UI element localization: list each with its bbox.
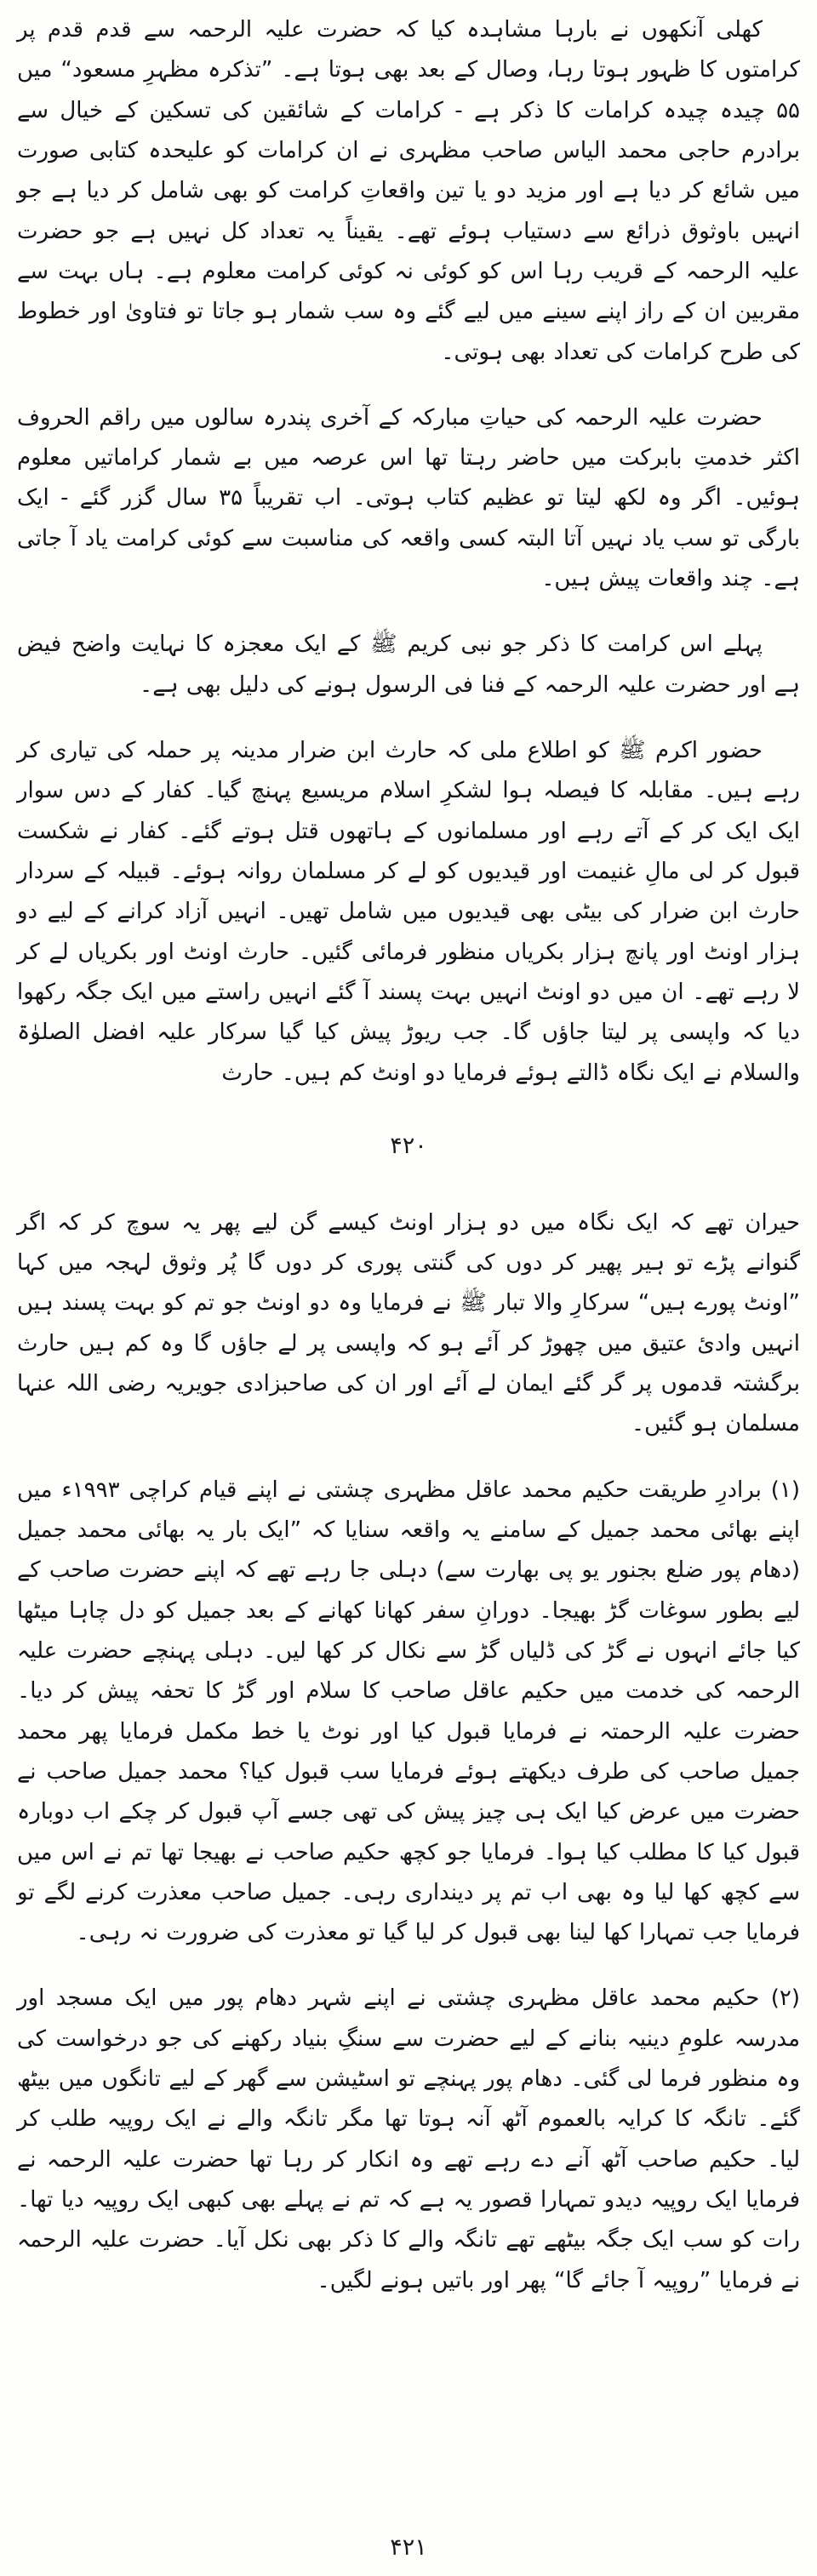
paragraph-item-1-hakim-aqil: (۱) برادرِ طریقت حکیم محمد عاقل مظہری چشتی نے اپنے قیام کراچی ۱۹۹۳ء میں اپنے بھائی محمد جمیل کے سامنے یہ واقعہ سنایا کہ ”ایک بار یہ بھائی محمد جمیل (دھام پور ضلع بجنور یو پی بھارت سے) دہلی جا رہے تھے کہ اپنے حضرت صاحب کے لیے بطور سوغات گڑ بھیجا۔ دورانِ سفر کھانا کھانے کے بعد جمیل کو دل چاہا میٹھا کیا جائے انہوں نے گڑ کی ڈلیاں گڑ سے نکال کر کھا لیں۔ دہلی پہنچے حضرت علیہ الرحمہ کی خدمت میں حکیم عاقل صاحب کا سلام اور گڑ کا تحفہ پیش کر دیا۔ حضرت علیہ الرحمتہ نے فرمایا قبول کیا اور نوٹ یا خط مکمل فرمایا پھر محمد جمیل صاحب کی طرف دیکھتے ہوئے فرمایا سب قبول کیا؟ محمد جمیل صاحب نے حضرت میں عرض کیا ایک ہی چیز پیش کی تھی جسے آپ قبول کر چکے اب دوبارہ قبول کیا کا مطلب کیا ہوا۔ فرمایا جو کچھ حکیم صاحب نے بھیجا تھا تم نے اس میں سے کچھ کھا لیا وہ بھی اب تم پر دینداری رہی۔ جمیل صاحب معذرت کرنے لگے تو فرمایا جب تمہارا کھا لینا بھی قبول کر لیا گیا تو معذرت کی ضرورت نہ رہی۔: [17, 1476, 800, 1946]
paragraph-item-2-dhampur: (۲) حکیم محمد عاقل مظہری چشتی نے اپنے شہر دھام پور میں ایک مسجد اور مدرسہ علومِ دینیہ بنانے کے لیے حضرت سے سنگِ بنیاد رکھنے کی جو درخواست کی وہ منظور فرما لی گئی۔ دھام پور پہنچے تو اسٹیشن سے گھر کے لیے تانگوں میں بیٹھ گئے۔ تانگہ کا کرایہ بالعموم آٹھ آنہ ہوتا تھا مگر تانگہ والے نے ایک روپیہ طلب کر لیا۔ حکیم صاحب آٹھ آنے دے رہے تھے وہ انکار کر رہا تھا حضرت علیہ الرحمہ نے فرمایا ایک روپیہ دیدو تمہارا قصور یہ ہے کہ تم نے پہلے بھی کبھی ایک روپیہ دیا تھا۔ رات کو سب ایک جگہ بیٹھے تھے تانگہ والے کا ذکر بھی نکل آیا۔ حضرت علیہ الرحمہ نے فرمایا ”روپیہ آ جائے گا“ پھر اور باتیں ہونے لگیں۔: [17, 1985, 800, 2293]
paragraph-haris-ibn-zarar: حضور اکرم ﷺ کو اطلاع ملی کہ حارث ابن ضرار مدینہ پر حملہ کی تیاری کر رہے ہیں۔ مقابلہ کا فیصلہ ہوا لشکرِ اسلام مریسیع پہنچ گیا۔ کفار کے دس سوار ایک ایک کر کے آتے رہے اور مسلمانوں کے ہاتھوں قتل ہوتے گئے۔ کفار نے شکست قبول کر لی مالِ غنیمت اور قیدیوں کو لے کر مسلمان روانہ ہوئے۔ قبیلہ کے سردار حارث ابن ضرار کی بیٹی بھی قیدیوں میں شامل تھیں۔ انہیں آزاد کرانے کے لیے دو ہزار اونٹ اور پانچ ہزار بکریاں منظور فرمائی گئیں۔ حارث اونٹ اور بکریاں لے کر لا رہے تھے۔ ان میں دو اونٹ انہیں بہت پسند آ گئے انہیں راستے میں ایک جگہ رکھوا دیا کہ واپسی پر لیتا جاؤں گا۔ جب ریوڑ پیش کیا گیا سرکار علیہ افضل الصلوٰۃ والسلام نے ایک نگاہ ڈالتے ہوئے فرمایا دو اونٹ کم ہیں۔ حارث: [17, 738, 800, 1086]
paragraph-hayat-mubaraka: حضرت علیہ الرحمہ کی حیاتِ مبارکہ کے آخری پندرہ سالوں میں راقم الحروف اکثر خدمتِ بابرکت میں حاضر رہتا تھا اس عرصہ میں بے شمار کراماتیں معلوم ہوئیں۔ اگر وہ لکھ لیتا تو عظیم کتاب ہوتی۔ اب تقریباً ۳۵ سال گزر گئے - ایک بارگی تو سب یاد نہیں آتا البتہ کسی واقعہ کی مناسبت سے کوئی کرامت یاد آ جاتی ہے۔ چند واقعات پیش ہیں۔: [17, 404, 800, 592]
paragraph-haris-hairan: حیران تھے کہ ایک نگاہ میں دو ہزار اونٹ کیسے گن لیے پھر یہ سوچ کر کہ اگر گنوانے پڑے تو ہیر پھیر کر دوں کی گنتی پوری کر دوں گا پُر وثوق لہجہ میں کہا ”اونٹ پورے ہیں“ سرکارِ والا تبار ﷺ نے فرمایا وہ دو اونٹ جو تم کو بہت پسند ہیں انہیں وادیٔ عتیق میں چھوڑ کر آئے ہو کہ واپسی پر لے جاؤں گا وہ کم ہیں حارث برگشتہ قدموں پر گر گئے ایمان لے آئے اور ان کی صاحبزادی جویریہ رضی اللہ عنہا مسلمان ہو گئیں۔: [17, 1209, 800, 1437]
page-421-text-block: [17, 1203, 800, 2301]
page-number-420: ۴۲۰: [390, 1132, 427, 1159]
paragraph-mujiza-faiz: پہلے اس کرامت کا ذکر جو نبی کریم ﷺ کے ایک معجزہ کا نہایت واضح فیض ہے اور حضرت علیہ الرحمہ کے فنا فی الرسول ہونے کی دلیل بھی ہے۔: [17, 631, 800, 698]
paragraph-karamat-intro: کھلی آنکھوں نے بارہا مشاہدہ کیا کہ حضرت علیہ الرحمہ سے قدم قدم پر کرامتوں کا ظہور ہوتا رہا، وصال کے بعد بھی ہوتا ہے۔ ”تذکرہ مظہرِ مسعود“ میں ۵۵ چیدہ چیدہ کرامات کا ذکر ہے - کرامات کے شائقین کی تسکین کے خیال سے برادرم حاجی محمد الیاس صاحب مظہری نے ان کرامات کو علیحدہ کتابی صورت میں شائع کر دیا ہے اور مزید دو یا تین واقعاتِ کرامت کو بھی شامل کر دیا ہے جو انہیں باوثوق ذرائع سے دستیاب ہوئے تھے۔ یقیناً یہ تعداد کل نہیں ہے جو حضرت علیہ الرحمہ کے قریب رہا اس کو کوئی نہ کوئی کرامت معلوم ہے۔ ہاں بہت سے مقربین ان کے راز اپنے سینے میں لیے گئے وہ سب شمار ہو جاتا تو فتاویٰ اور خطوط کی طرح کرامات کی تعداد بھی ہوتی۔: [17, 17, 801, 365]
page-420-text-block: [17, 10, 800, 1094]
page-number-421: ۴۲۱: [390, 2534, 427, 2561]
